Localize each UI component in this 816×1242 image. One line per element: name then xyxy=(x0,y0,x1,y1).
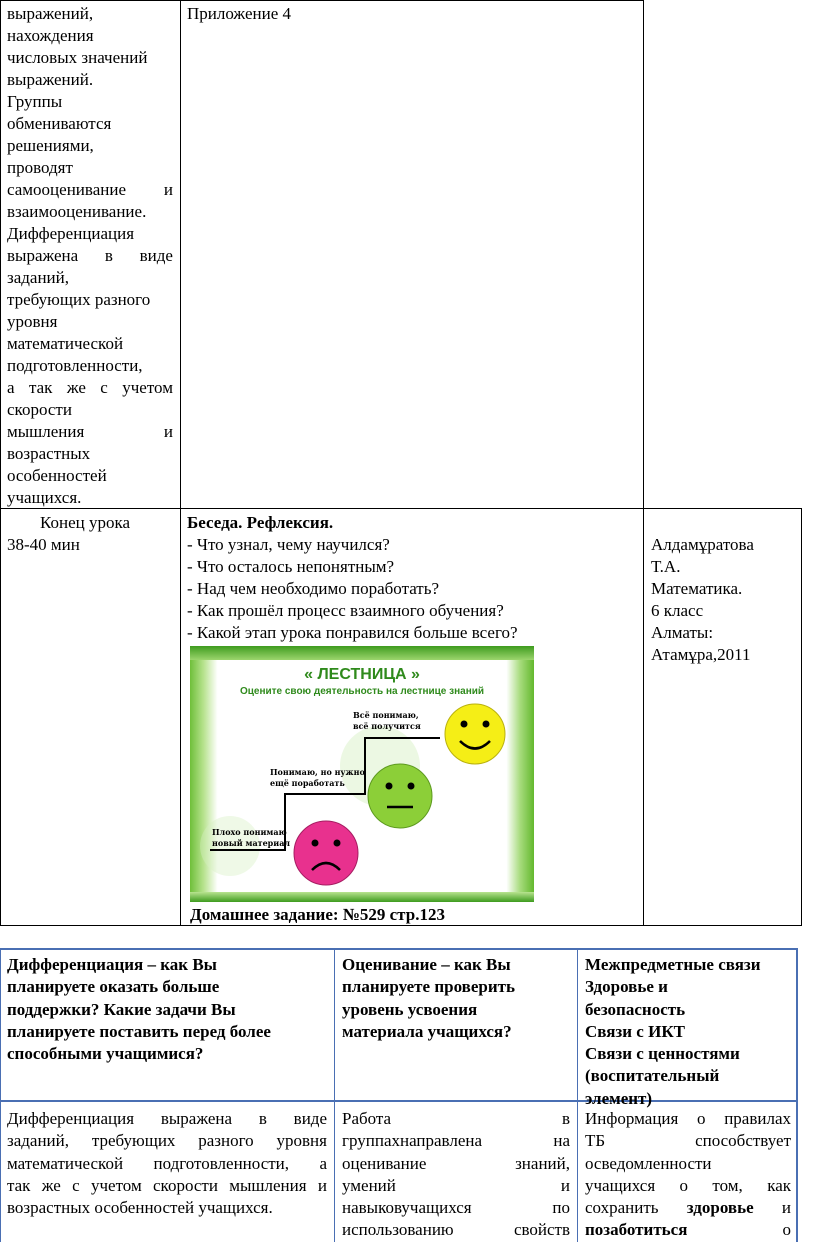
sad-face-icon xyxy=(294,821,358,885)
header-line: Здоровье и xyxy=(585,977,668,997)
homework-assignment: Домашнее задание: №529 стр.123 xyxy=(190,905,445,924)
procedure-line: Группы xyxy=(7,92,63,111)
resource-line: Алматы: xyxy=(651,623,714,642)
cross-curricular-text xyxy=(585,1108,791,1242)
header-line: материала учащихся? xyxy=(342,1021,512,1041)
reflection-question: - Что узнал, чему научился? xyxy=(187,535,390,554)
resources-list xyxy=(651,534,799,666)
resource-line: Математика. xyxy=(651,579,743,598)
differentiation-line: заданий, требующих разного уровня xyxy=(7,1131,327,1151)
header-line: поддержки? Какие задачи Вы xyxy=(7,999,236,1019)
header-line: безопасность xyxy=(585,999,686,1019)
procedure-line: обмениваются xyxy=(7,114,112,133)
knowledge-ladder-image xyxy=(190,646,534,902)
resource-line: Т.А. xyxy=(651,557,681,576)
cross-curricular-line: Информация о правилах xyxy=(585,1109,791,1128)
header-line: уровень усвоения xyxy=(342,999,478,1019)
procedure-line: уровня xyxy=(7,312,58,331)
procedure-line: взаимооценивание. xyxy=(7,202,147,221)
ladder-title: « ЛЕСТНИЦА » xyxy=(304,666,420,683)
procedure-line: особенностей xyxy=(7,466,107,485)
step-top-label-1: Всё понимаю, xyxy=(353,710,419,720)
procedure-line: скорости xyxy=(7,400,72,419)
procedure-line: проводят xyxy=(7,158,73,177)
step-low-label-1: Плохо понимаю xyxy=(212,827,287,837)
reflection-question: - Какой этап урока понравился больше всего? xyxy=(187,623,518,642)
step-low-label-2: новый материал xyxy=(212,838,291,848)
header-line: планируете оказать больше xyxy=(7,977,220,997)
reflection-question: - Как прошёл процесс взаимного обучения? xyxy=(187,601,504,620)
differentiation-text xyxy=(7,1108,327,1219)
procedure-line: подготовленности, xyxy=(7,356,143,375)
step-mid-label-1: Понимаю, но нужно xyxy=(270,767,365,777)
procedure-line: математической xyxy=(7,334,124,353)
procedure-line: учащихся. xyxy=(7,488,82,507)
header-line: планируете проверить xyxy=(342,977,515,997)
procedure-description xyxy=(7,3,173,509)
differentiation-line: так же с учетом скорости мышления и xyxy=(7,1175,327,1195)
resource-line: Алдамұратова xyxy=(651,535,754,554)
header-line: планируете поставить перед более xyxy=(7,1021,271,1041)
resource-line: Атамұра,2011 xyxy=(651,645,751,664)
header-line: Связи с ценностями xyxy=(585,1044,740,1064)
cross-curricular-line: сохранить здоровье и xyxy=(585,1198,791,1218)
assessment-line: Работа в xyxy=(342,1109,570,1128)
procedure-line: нахождения xyxy=(7,26,94,45)
procedure-line: Дифференциация xyxy=(7,224,135,243)
cross-curricular-line: осведомленности xyxy=(585,1153,712,1173)
lesson-end-label: Конец урока xyxy=(40,513,131,532)
header-line: Межпредметные связи xyxy=(585,955,761,974)
reflection-question: - Что осталось непонятным? xyxy=(187,557,395,576)
assessment-line: навыковучащихся по xyxy=(342,1198,570,1218)
procedure-line: самооценивание и xyxy=(7,180,173,199)
procedure-line: возрастных xyxy=(7,444,91,463)
differentiation-line: математической подготовленности, а xyxy=(7,1153,327,1173)
header-cross-curricular xyxy=(585,954,791,1110)
cross-curricular-line: позаботиться о xyxy=(585,1220,791,1240)
assessment-text xyxy=(342,1108,570,1242)
reflection-questions xyxy=(187,534,637,644)
resource-line: 6 класс xyxy=(651,601,704,620)
lesson-end-time: 38-40 мин xyxy=(7,535,80,554)
cross-curricular-line: учащихся о том, как xyxy=(585,1175,791,1195)
procedure-line: числовых значений xyxy=(7,48,148,67)
header-line: Оценивание – как Вы xyxy=(342,955,511,974)
procedure-line: а так же с учетом xyxy=(7,378,173,397)
assessment-line: оценивание знаний, xyxy=(342,1153,570,1173)
procedure-line: выражений, xyxy=(7,4,94,23)
step-top-label-2: всё получится xyxy=(353,721,421,731)
header-assessment xyxy=(342,954,572,1043)
reflection-heading: Беседа. Рефлексия. xyxy=(187,513,334,532)
procedure-line: выражена в виде xyxy=(7,246,173,265)
procedure-line: решениями, xyxy=(7,136,94,155)
header-line: Дифференциация – как Вы xyxy=(7,955,217,974)
procedure-line: выражений. xyxy=(7,70,94,89)
assessment-line: умений и xyxy=(342,1175,570,1195)
header-line: элемент) xyxy=(585,1088,653,1108)
header-line: Связи с ИКТ xyxy=(585,1021,685,1041)
ladder-subtitle: Оцените свою деятельность на лестнице знаний xyxy=(239,686,485,697)
procedure-line: заданий, xyxy=(7,268,69,287)
header-line: способными учащимися? xyxy=(7,1044,204,1064)
happy-face-icon xyxy=(445,704,505,764)
step-mid-label-2: ещё поработать xyxy=(270,778,345,788)
cross-curricular-line: ТБ способствует xyxy=(585,1131,791,1151)
header-differentiation xyxy=(7,954,329,1065)
differentiation-line: Дифференциация выражена в виде xyxy=(7,1109,327,1128)
header-line: (воспитательный xyxy=(585,1066,720,1086)
appendix-label: Приложение 4 xyxy=(187,4,291,23)
procedure-line: требующих разного xyxy=(7,290,151,309)
reflection-question: - Над чем необходимо поработать? xyxy=(187,579,440,598)
assessment-line: использованию свойств xyxy=(342,1220,570,1240)
differentiation-line: возрастных особенностей учащихся. xyxy=(7,1198,273,1218)
assessment-line: группахнаправлена на xyxy=(342,1131,570,1151)
procedure-line: мышления и xyxy=(7,422,173,441)
neutral-face-icon xyxy=(368,764,432,828)
